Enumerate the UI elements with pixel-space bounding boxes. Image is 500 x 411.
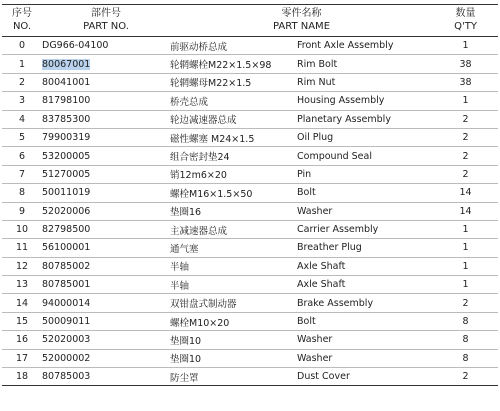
row-number — [2, 184, 42, 202]
row-part-no-text[interactable]: 52020003 — [42, 334, 91, 346]
table-row — [2, 368, 498, 386]
row-name-en — [297, 312, 433, 330]
row-number-text: 9 — [18, 205, 26, 217]
row-name-zh-text: 轮边减速器总成 — [170, 115, 237, 127]
row-name-zh-text: 垫圈10 — [170, 335, 202, 347]
row-name-zh — [170, 73, 297, 91]
row-name-zh — [170, 220, 297, 238]
row-number — [2, 55, 42, 73]
row-name-zh-text: 防尘罩 — [170, 372, 199, 384]
table-row — [2, 128, 498, 146]
table-row — [2, 147, 498, 165]
row-number-text: 5 — [18, 132, 26, 144]
row-name-en — [297, 368, 433, 386]
header-qty-zh: 数量 — [455, 8, 476, 19]
row-part-no — [42, 184, 170, 202]
row-name-en — [297, 147, 433, 165]
table-row — [2, 294, 498, 312]
row-name-zh-text: 垫圈10 — [170, 354, 202, 366]
row-part-no — [42, 165, 170, 183]
row-qty-text: 1 — [462, 260, 469, 272]
row-part-no-text[interactable]: 53200005 — [42, 150, 91, 162]
header-qty — [433, 5, 498, 37]
table-row — [2, 239, 498, 257]
row-number-text: 1 — [18, 58, 26, 70]
row-name-en-text: Washer — [297, 334, 333, 346]
row-number — [2, 239, 42, 257]
row-number — [2, 73, 42, 91]
row-name-en-text: Axle Shaft — [297, 260, 346, 272]
row-part-no-text[interactable]: 56100001 — [42, 242, 91, 254]
row-number — [2, 220, 42, 238]
row-part-no — [42, 368, 170, 386]
row-qty-text: 2 — [462, 297, 469, 309]
row-qty — [433, 128, 498, 146]
row-name-en-text: Compound Seal — [297, 150, 372, 162]
row-part-no-text[interactable]: 82798500 — [42, 224, 91, 236]
row-number — [2, 128, 42, 146]
row-qty-text: 8 — [462, 316, 469, 328]
row-part-no — [42, 73, 170, 91]
row-part-no-text[interactable]: 94000014 — [42, 297, 91, 309]
table-body — [2, 37, 498, 386]
table-row — [2, 257, 498, 275]
row-qty-text: 2 — [462, 371, 469, 383]
row-name-en-text: Pin — [297, 168, 312, 180]
row-part-no — [42, 128, 170, 146]
header-part-no-zh: 部件号 — [91, 8, 121, 19]
row-name-zh — [170, 184, 297, 202]
row-name-zh-text: 组合密封垫24 — [170, 152, 230, 164]
row-qty-text: 2 — [462, 150, 469, 162]
row-part-no — [42, 257, 170, 275]
row-name-zh — [170, 331, 297, 349]
row-qty-text: 1 — [462, 95, 469, 107]
row-qty — [433, 110, 498, 128]
row-qty — [433, 73, 498, 91]
row-name-zh — [170, 349, 297, 367]
row-name-en-text: Housing Assembly — [297, 95, 385, 107]
row-part-no — [42, 276, 170, 294]
row-number-text: 11 — [15, 242, 29, 254]
row-number-text: 0 — [18, 40, 26, 52]
row-name-en — [297, 92, 433, 110]
row-name-en-text: Planetary Assembly — [297, 113, 391, 125]
row-name-zh — [170, 37, 297, 55]
row-number — [2, 331, 42, 349]
row-qty — [433, 92, 498, 110]
row-name-zh-text: 主减速器总成 — [170, 225, 228, 237]
row-name-en-text: Washer — [297, 205, 333, 217]
row-name-zh-text: 螺栓M16×1.5×50 — [170, 188, 253, 200]
row-qty-text: 2 — [462, 113, 469, 125]
row-part-no — [42, 239, 170, 257]
row-number — [2, 110, 42, 128]
row-number — [2, 92, 42, 110]
header-part-name — [170, 5, 433, 37]
parts-table — [2, 4, 498, 386]
row-name-zh-text: 桥壳总成 — [170, 96, 209, 108]
row-part-no-text[interactable]: 50009011 — [42, 316, 91, 328]
row-number-text: 18 — [15, 371, 29, 383]
table-row — [2, 55, 498, 73]
row-part-no — [42, 55, 170, 73]
row-name-en — [297, 220, 433, 238]
row-name-en-text: Dust Cover — [297, 371, 350, 383]
row-qty — [433, 239, 498, 257]
row-name-en — [297, 239, 433, 257]
parts-list-document — [0, 4, 500, 411]
row-name-zh — [170, 128, 297, 146]
row-number-text: 13 — [15, 279, 29, 291]
row-number-text: 10 — [15, 224, 29, 236]
row-name-en — [297, 128, 433, 146]
row-qty-text: 8 — [462, 334, 469, 346]
header-qty-en: Q'TY — [454, 21, 477, 32]
row-qty — [433, 349, 498, 367]
row-qty-text: 2 — [462, 132, 469, 144]
row-name-en-text: Oil Plug — [297, 132, 334, 144]
row-part-no — [42, 147, 170, 165]
row-name-zh — [170, 312, 297, 330]
row-part-no — [42, 331, 170, 349]
row-qty — [433, 55, 498, 73]
row-name-zh-text: 轮辋螺栓M22×1.5×98 — [170, 60, 272, 72]
row-qty-text: 14 — [459, 205, 472, 217]
row-part-no-text[interactable]: 51270005 — [42, 168, 91, 180]
row-part-no-text[interactable]: 52020006 — [42, 205, 91, 217]
row-name-en — [297, 184, 433, 202]
row-name-en — [297, 73, 433, 91]
table-row — [2, 110, 498, 128]
row-name-zh-text: 双钳盘式制动器 — [170, 299, 237, 311]
row-name-en — [297, 37, 433, 55]
row-name-zh-text: 半轴 — [170, 262, 190, 274]
row-number — [2, 257, 42, 275]
header-part-name-en: PART NAME — [273, 21, 331, 32]
header-no — [2, 5, 42, 37]
table-row — [2, 312, 498, 330]
row-name-zh-text: 螺栓M10×20 — [170, 317, 230, 329]
row-name-en-text: Front Axle Assembly — [297, 40, 394, 52]
header-no-zh: 序号 — [12, 8, 32, 19]
row-number — [2, 147, 42, 165]
table-row — [2, 92, 498, 110]
row-number-text: 16 — [15, 334, 29, 346]
row-number-text: 15 — [15, 316, 29, 328]
row-number-text: 2 — [18, 76, 26, 88]
row-number-text: 12 — [15, 260, 29, 272]
row-name-zh-text: 垫圈16 — [170, 207, 202, 219]
table-row — [2, 165, 498, 183]
row-number — [2, 368, 42, 386]
row-part-no-text[interactable]: 83785300 — [42, 113, 91, 125]
table-row — [2, 37, 498, 55]
row-qty-text: 1 — [462, 242, 469, 254]
row-part-no — [42, 220, 170, 238]
row-name-zh — [170, 147, 297, 165]
row-part-no — [42, 349, 170, 367]
row-part-no — [42, 312, 170, 330]
row-name-zh — [170, 239, 297, 257]
row-name-zh — [170, 257, 297, 275]
row-name-en — [297, 110, 433, 128]
row-part-no-text[interactable]: 80067001 — [42, 58, 91, 70]
row-name-en — [297, 55, 433, 73]
row-name-en — [297, 276, 433, 294]
row-qty-text: 14 — [459, 187, 472, 199]
row-qty — [433, 368, 498, 386]
row-number-text: 3 — [18, 95, 26, 107]
row-name-zh-text: 磁性螺塞 M24×1.5 — [170, 133, 255, 145]
row-name-zh-text: 半轴 — [170, 280, 190, 292]
row-qty — [433, 312, 498, 330]
table-row — [2, 220, 498, 238]
row-number — [2, 276, 42, 294]
row-name-zh-text: 销12m6×20 — [170, 170, 227, 182]
row-part-no-text[interactable]: 80785003 — [42, 371, 91, 383]
row-name-zh — [170, 55, 297, 73]
row-qty-text: 38 — [459, 76, 472, 88]
row-number-text: 4 — [18, 113, 26, 125]
row-name-zh — [170, 165, 297, 183]
row-part-no-text[interactable]: 79900319 — [42, 132, 91, 144]
row-qty — [433, 220, 498, 238]
row-qty-text: 2 — [462, 168, 469, 180]
row-name-en — [297, 202, 433, 220]
row-qty — [433, 331, 498, 349]
row-name-en-text: Rim Bolt — [297, 58, 338, 70]
row-name-en-text: Washer — [297, 352, 333, 364]
row-part-no-text[interactable]: 80041001 — [42, 76, 91, 88]
row-qty — [433, 202, 498, 220]
row-name-zh — [170, 276, 297, 294]
row-number-text: 17 — [15, 352, 29, 364]
row-part-no-text[interactable]: 80785001 — [42, 279, 91, 291]
row-part-no — [42, 202, 170, 220]
row-name-en — [297, 331, 433, 349]
row-number — [2, 312, 42, 330]
row-name-zh-text: 轮辋螺母M22×1.5 — [170, 78, 252, 90]
row-name-en-text: Bolt — [297, 187, 316, 199]
row-name-en-text: Breather Plug — [297, 242, 362, 254]
table-row — [2, 73, 498, 91]
table-row — [2, 331, 498, 349]
row-part-no — [42, 37, 170, 55]
row-part-no-text[interactable]: 50011019 — [42, 187, 91, 199]
row-name-zh-text: 前驱动桥总成 — [170, 41, 228, 53]
row-name-en-text: Bolt — [297, 316, 316, 328]
table-row — [2, 276, 498, 294]
header-no-en: NO. — [12, 21, 32, 32]
row-part-no — [42, 92, 170, 110]
table-header-row — [2, 5, 498, 37]
row-name-en — [297, 349, 433, 367]
row-part-no-text[interactable]: 52000002 — [42, 352, 91, 364]
row-number — [2, 349, 42, 367]
row-number — [2, 202, 42, 220]
row-qty — [433, 165, 498, 183]
row-number — [2, 294, 42, 312]
row-qty-text: 8 — [462, 352, 469, 364]
row-part-no-text[interactable]: DG966-04100 — [42, 40, 109, 52]
row-number-text: 14 — [15, 297, 29, 309]
row-number-text: 6 — [18, 150, 26, 162]
row-number — [2, 165, 42, 183]
row-part-no — [42, 110, 170, 128]
header-part-name-zh: 零件名称 — [281, 8, 322, 19]
row-qty-text: 1 — [462, 40, 469, 52]
row-name-en — [297, 165, 433, 183]
row-part-no-text[interactable]: 81798100 — [42, 95, 91, 107]
row-qty — [433, 147, 498, 165]
header-part-no — [42, 5, 170, 37]
row-number-text: 7 — [18, 168, 26, 180]
table-row — [2, 184, 498, 202]
row-qty — [433, 257, 498, 275]
table-row — [2, 202, 498, 220]
row-qty — [433, 294, 498, 312]
row-name-en-text: Carrier Assembly — [297, 224, 379, 236]
row-qty — [433, 37, 498, 55]
row-number — [2, 37, 42, 55]
row-qty — [433, 184, 498, 202]
row-name-zh — [170, 110, 297, 128]
row-name-en-text: Brake Assembly — [297, 297, 374, 309]
row-part-no-text[interactable]: 80785002 — [42, 260, 91, 272]
header-part-no-en: PART NO. — [83, 21, 129, 32]
row-qty-text: 1 — [462, 224, 469, 236]
row-name-zh — [170, 202, 297, 220]
row-name-en-text: Axle Shaft — [297, 279, 346, 291]
row-qty-text: 38 — [459, 58, 472, 70]
row-number-text: 8 — [18, 187, 26, 199]
row-qty-text: 1 — [462, 279, 469, 291]
row-qty — [433, 276, 498, 294]
table-row — [2, 349, 498, 367]
row-name-zh — [170, 368, 297, 386]
row-name-zh-text: 通气塞 — [170, 243, 199, 255]
row-part-no — [42, 294, 170, 312]
row-name-zh — [170, 92, 297, 110]
row-name-en-text: Rim Nut — [297, 76, 336, 88]
row-name-en — [297, 294, 433, 312]
row-name-en — [297, 257, 433, 275]
row-name-zh — [170, 294, 297, 312]
